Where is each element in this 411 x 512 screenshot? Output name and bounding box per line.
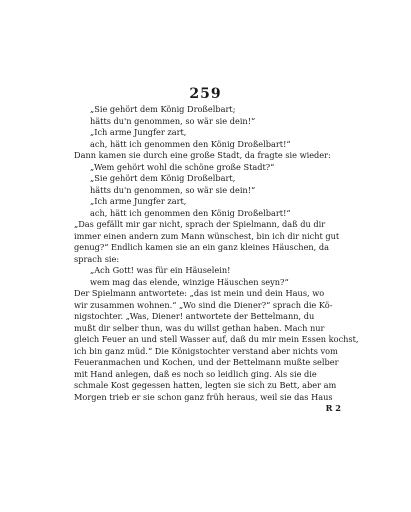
text-line: „Sie gehört dem König Droßelbart; <box>90 104 236 114</box>
text-line: Morgen trieb er sie schon ganz früh heraus, weil sie das Haus <box>74 391 333 402</box>
text-line: „Sie gehört dem König Droßelbart, <box>90 173 236 183</box>
text-line: hätts du'n genommen, so wär sie dein!“ <box>90 115 256 126</box>
text-line: ich bin ganz müd.“ Die Königstochter verstand aber nichts vom <box>74 345 338 356</box>
signature-mark: R 2 <box>325 403 341 413</box>
text-line: sprach sie: <box>74 253 120 264</box>
text-line: nigstochter. „Was, Diener! antwortete der Bettelmann, du <box>74 311 315 321</box>
text-line: wem mag das elende, winzige Häuschen seyn?“ <box>90 276 289 287</box>
text-line: immer einen andern zum Mann wünschest, bin ich dir nicht gut <box>74 230 340 241</box>
body-text <box>74 104 369 415</box>
text-line: wir zusammen wohnen.“ „Wo sind die Diener?“ sprach die Kö- <box>74 299 333 310</box>
text-line: schmale Kost gegessen hatten, legten sie sich zu Bett, aber am <box>74 380 337 390</box>
text-line: ach, hätt ich genommen den König Droßelbart!“ <box>90 207 291 218</box>
text-line: genug?“ Endlich kamen sie an ein ganz kleines Häuschen, da <box>74 242 330 252</box>
page-number: 259 <box>189 86 222 102</box>
text-line: Dann kamen sie durch eine große Stadt, da fragte sie wieder: <box>74 150 331 160</box>
text-line: „Ach Gott! was für ein Häuselein! <box>90 265 231 275</box>
text-line: „Ich arme Jungfer zart, <box>90 127 187 137</box>
text-line: mit Hand anlegen, daß es noch so leidlich ging. Als sie die <box>74 368 317 379</box>
text-line: ach, hätt ich genommen den König Droßelbart!“ <box>90 138 291 149</box>
text-line: „Ich arme Jungfer zart, <box>90 196 187 206</box>
text-line: hätts du'n genommen, so wär sie dein!“ <box>90 184 256 195</box>
text-line: „Das gefällt mir gar nicht, sprach der Spielmann, daß du dir <box>74 219 326 229</box>
text-line: Feueranmachen und Kochen, und der Bettelmann mußte selber <box>74 357 339 367</box>
text-line: „Wem gehört wohl die schöne große Stadt?“ <box>90 161 275 172</box>
text-line: gleich Feuer an und stell Wasser auf, daß du mir mein Essen kochst, <box>74 334 359 344</box>
text-line: mußt dir selber thun, was du willst gethan haben. Mach nur <box>74 322 325 333</box>
text-line: Der Spielmann antwortete: „das ist mein und dein Haus, wo <box>74 288 325 298</box>
